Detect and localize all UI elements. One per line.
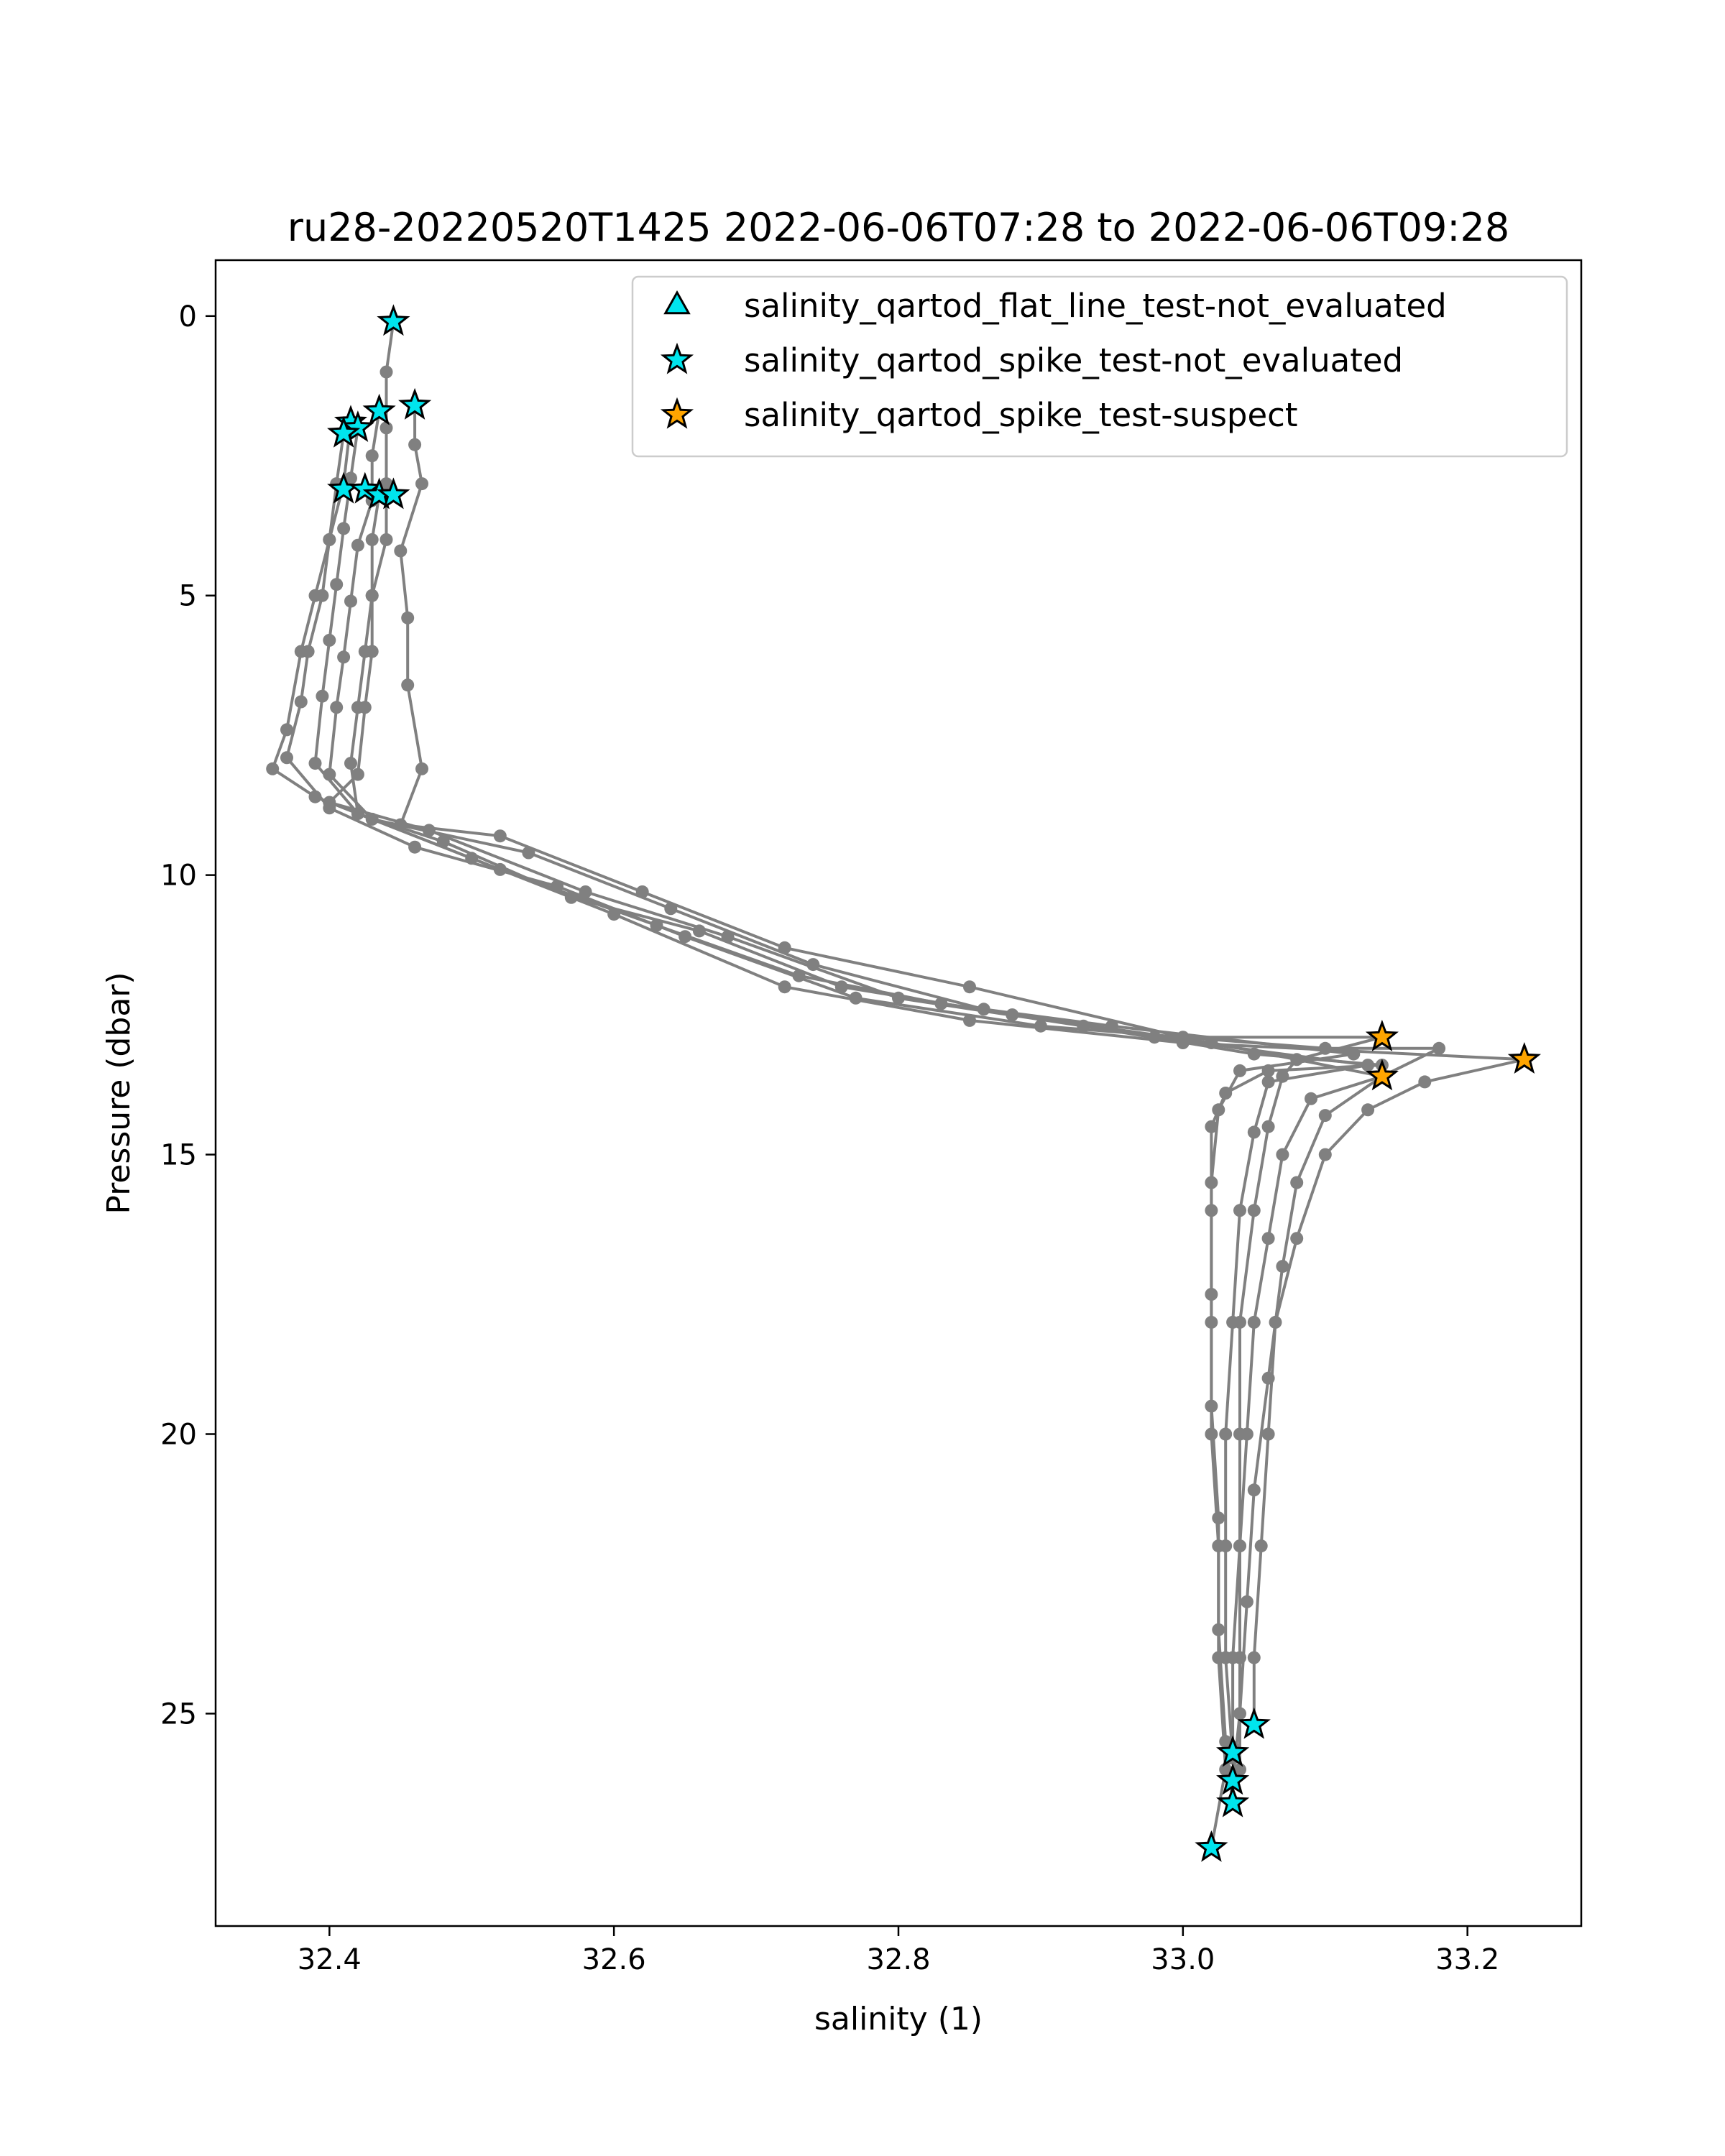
data-point bbox=[1219, 1428, 1232, 1441]
data-point bbox=[1347, 1048, 1360, 1061]
legend-entry-label: salinity_qartod_flat_line_test-not_evaluated bbox=[744, 287, 1447, 325]
data-point bbox=[359, 645, 372, 658]
data-point bbox=[693, 924, 706, 937]
data-point bbox=[1262, 1372, 1275, 1385]
y-tick-label: 15 bbox=[160, 1138, 197, 1172]
data-point bbox=[1305, 1092, 1317, 1105]
data-point bbox=[1212, 1511, 1225, 1524]
data-point bbox=[1034, 1020, 1047, 1033]
data-point bbox=[366, 449, 379, 462]
data-point bbox=[1262, 1428, 1275, 1441]
data-point bbox=[401, 612, 414, 625]
data-point bbox=[1319, 1042, 1332, 1055]
data-point bbox=[1248, 1204, 1261, 1217]
data-point bbox=[351, 701, 364, 714]
data-point bbox=[1290, 1232, 1303, 1245]
data-point bbox=[366, 533, 379, 546]
data-point bbox=[1233, 1539, 1246, 1552]
data-point bbox=[565, 891, 578, 904]
data-point bbox=[1233, 1064, 1246, 1077]
x-tick-label: 32.6 bbox=[581, 1943, 646, 1976]
data-point bbox=[1248, 1483, 1261, 1496]
data-point bbox=[1248, 1316, 1261, 1329]
data-point bbox=[330, 701, 343, 714]
data-point bbox=[850, 992, 862, 1005]
y-axis-label: Pressure (dbar) bbox=[101, 972, 137, 1215]
data-point bbox=[835, 980, 848, 993]
data-point bbox=[302, 645, 315, 658]
data-point bbox=[1432, 1042, 1445, 1055]
data-point bbox=[1255, 1539, 1268, 1552]
data-point bbox=[1006, 1008, 1018, 1021]
data-point bbox=[1205, 1176, 1218, 1189]
y-tick-label: 0 bbox=[178, 300, 197, 333]
data-point bbox=[401, 678, 414, 691]
data-point bbox=[963, 980, 976, 993]
data-point bbox=[344, 757, 357, 770]
data-point bbox=[344, 595, 357, 608]
data-point bbox=[1233, 1204, 1246, 1217]
data-point bbox=[1212, 1623, 1225, 1636]
data-point bbox=[1262, 1120, 1275, 1133]
data-point bbox=[1361, 1059, 1374, 1072]
x-tick-label: 32.4 bbox=[297, 1943, 362, 1976]
data-point bbox=[1319, 1109, 1332, 1122]
y-tick-label: 25 bbox=[160, 1697, 197, 1731]
data-point bbox=[323, 634, 336, 647]
data-point bbox=[280, 751, 293, 764]
data-point bbox=[1262, 1232, 1275, 1245]
data-point bbox=[1276, 1260, 1289, 1273]
data-point bbox=[778, 980, 791, 993]
data-point bbox=[351, 807, 364, 820]
data-point bbox=[1319, 1148, 1332, 1161]
data-point bbox=[1205, 1428, 1218, 1441]
data-point bbox=[394, 545, 407, 558]
data-point bbox=[408, 841, 421, 854]
data-point bbox=[494, 829, 507, 842]
data-point bbox=[337, 650, 350, 663]
data-point bbox=[351, 539, 364, 552]
data-point bbox=[1205, 1400, 1218, 1413]
chart-title: ru28-20220520T1425 2022-06-06T07:28 to 2022-06-06T09:28 bbox=[287, 205, 1510, 250]
data-point bbox=[1233, 1651, 1246, 1664]
x-tick-label: 32.8 bbox=[866, 1943, 931, 1976]
data-point bbox=[415, 477, 428, 490]
data-point bbox=[415, 763, 428, 775]
data-point bbox=[1205, 1036, 1218, 1049]
data-point bbox=[437, 835, 450, 848]
legend bbox=[632, 277, 1567, 456]
data-point bbox=[1212, 1103, 1225, 1116]
data-point bbox=[806, 958, 819, 971]
data-point bbox=[323, 801, 336, 814]
data-point bbox=[1361, 1103, 1374, 1116]
data-point bbox=[1241, 1428, 1254, 1441]
data-point bbox=[316, 690, 328, 703]
y-tick-label: 10 bbox=[160, 859, 197, 893]
data-point bbox=[1248, 1651, 1261, 1664]
data-point bbox=[266, 763, 279, 775]
data-point bbox=[1241, 1595, 1254, 1608]
data-point bbox=[1276, 1148, 1289, 1161]
data-point bbox=[522, 847, 535, 860]
data-point bbox=[337, 522, 350, 535]
data-point bbox=[1290, 1176, 1303, 1189]
x-axis-label: salinity (1) bbox=[814, 2001, 983, 2037]
data-point bbox=[408, 438, 421, 451]
data-point bbox=[323, 533, 336, 546]
data-point bbox=[366, 589, 379, 602]
data-point bbox=[295, 696, 308, 709]
data-point bbox=[330, 578, 343, 591]
data-point bbox=[1248, 1125, 1261, 1138]
data-point bbox=[1226, 1316, 1239, 1329]
legend-entry-label: salinity_qartod_spike_test-not_evaluated bbox=[744, 341, 1404, 379]
data-point bbox=[309, 757, 322, 770]
y-tick-label: 5 bbox=[178, 579, 197, 613]
y-tick-label: 20 bbox=[160, 1418, 197, 1452]
legend-entry-label: salinity_qartod_spike_test-suspect bbox=[744, 396, 1298, 434]
data-point bbox=[316, 589, 328, 602]
x-tick-label: 33.0 bbox=[1151, 1943, 1215, 1976]
data-point bbox=[1262, 1075, 1275, 1088]
data-point bbox=[1219, 1539, 1232, 1552]
data-point bbox=[380, 421, 393, 434]
data-point bbox=[380, 533, 393, 546]
data-point bbox=[380, 366, 393, 379]
x-tick-label: 33.2 bbox=[1435, 1943, 1500, 1976]
data-point bbox=[1418, 1075, 1431, 1088]
data-point bbox=[664, 902, 677, 915]
data-point bbox=[1205, 1288, 1218, 1301]
